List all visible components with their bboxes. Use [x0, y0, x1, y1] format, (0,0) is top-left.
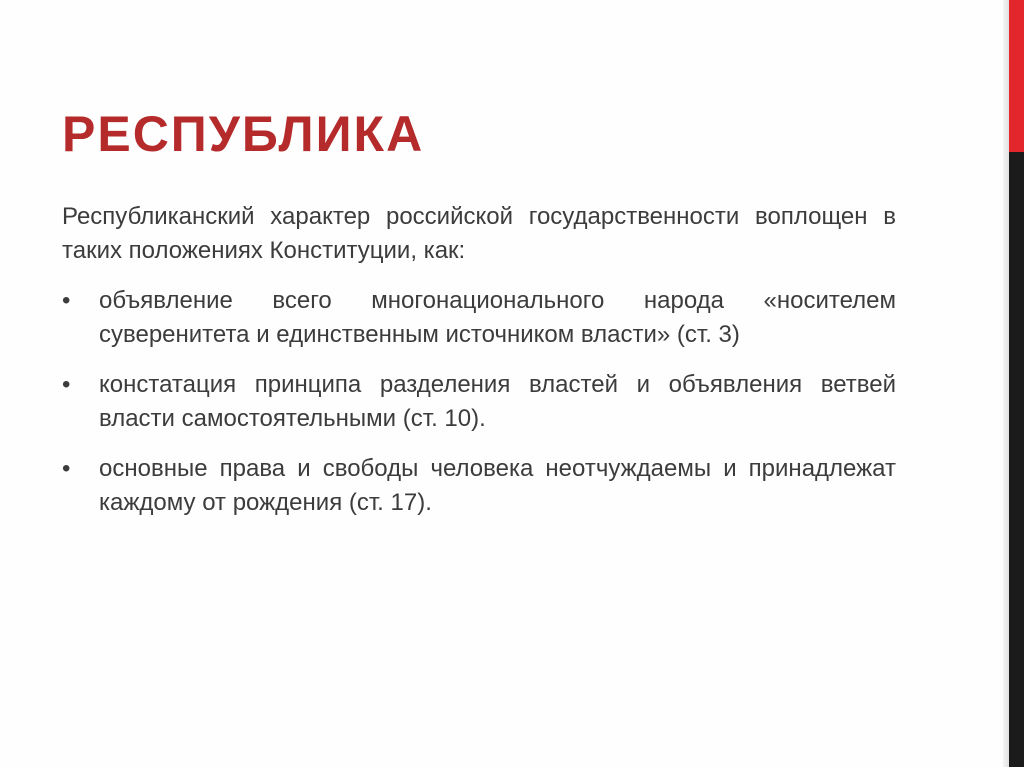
slide-title: РЕСПУБЛИКА [62, 106, 425, 162]
bullet-text: констатация принципа разделения властей и объявления ветвей власти самостоятельными (ст. 10). [99, 371, 896, 432]
bullet-text: объявление всего многонационального народа «носителем суверенитета и единственным источником власти» (ст. 3) [99, 287, 896, 348]
bullet-icon: • [62, 455, 71, 482]
accent-bar-dark [1009, 152, 1024, 767]
slide-body [62, 200, 896, 536]
bullet-item [62, 452, 896, 520]
intro-paragraph: Республиканский характер российской государственности воплощен в таких положениях Конституции, как: [62, 203, 896, 264]
accent-bar-red [1009, 0, 1024, 152]
bullet-item [62, 368, 896, 436]
bullet-icon: • [62, 371, 71, 398]
bullet-list [62, 284, 896, 520]
bullet-item [62, 284, 896, 352]
bullet-icon: • [62, 287, 71, 314]
bullet-text: основные права и свободы человека неотчуждаемы и принадлежат каждому от рождения (ст. 17). [99, 455, 896, 516]
